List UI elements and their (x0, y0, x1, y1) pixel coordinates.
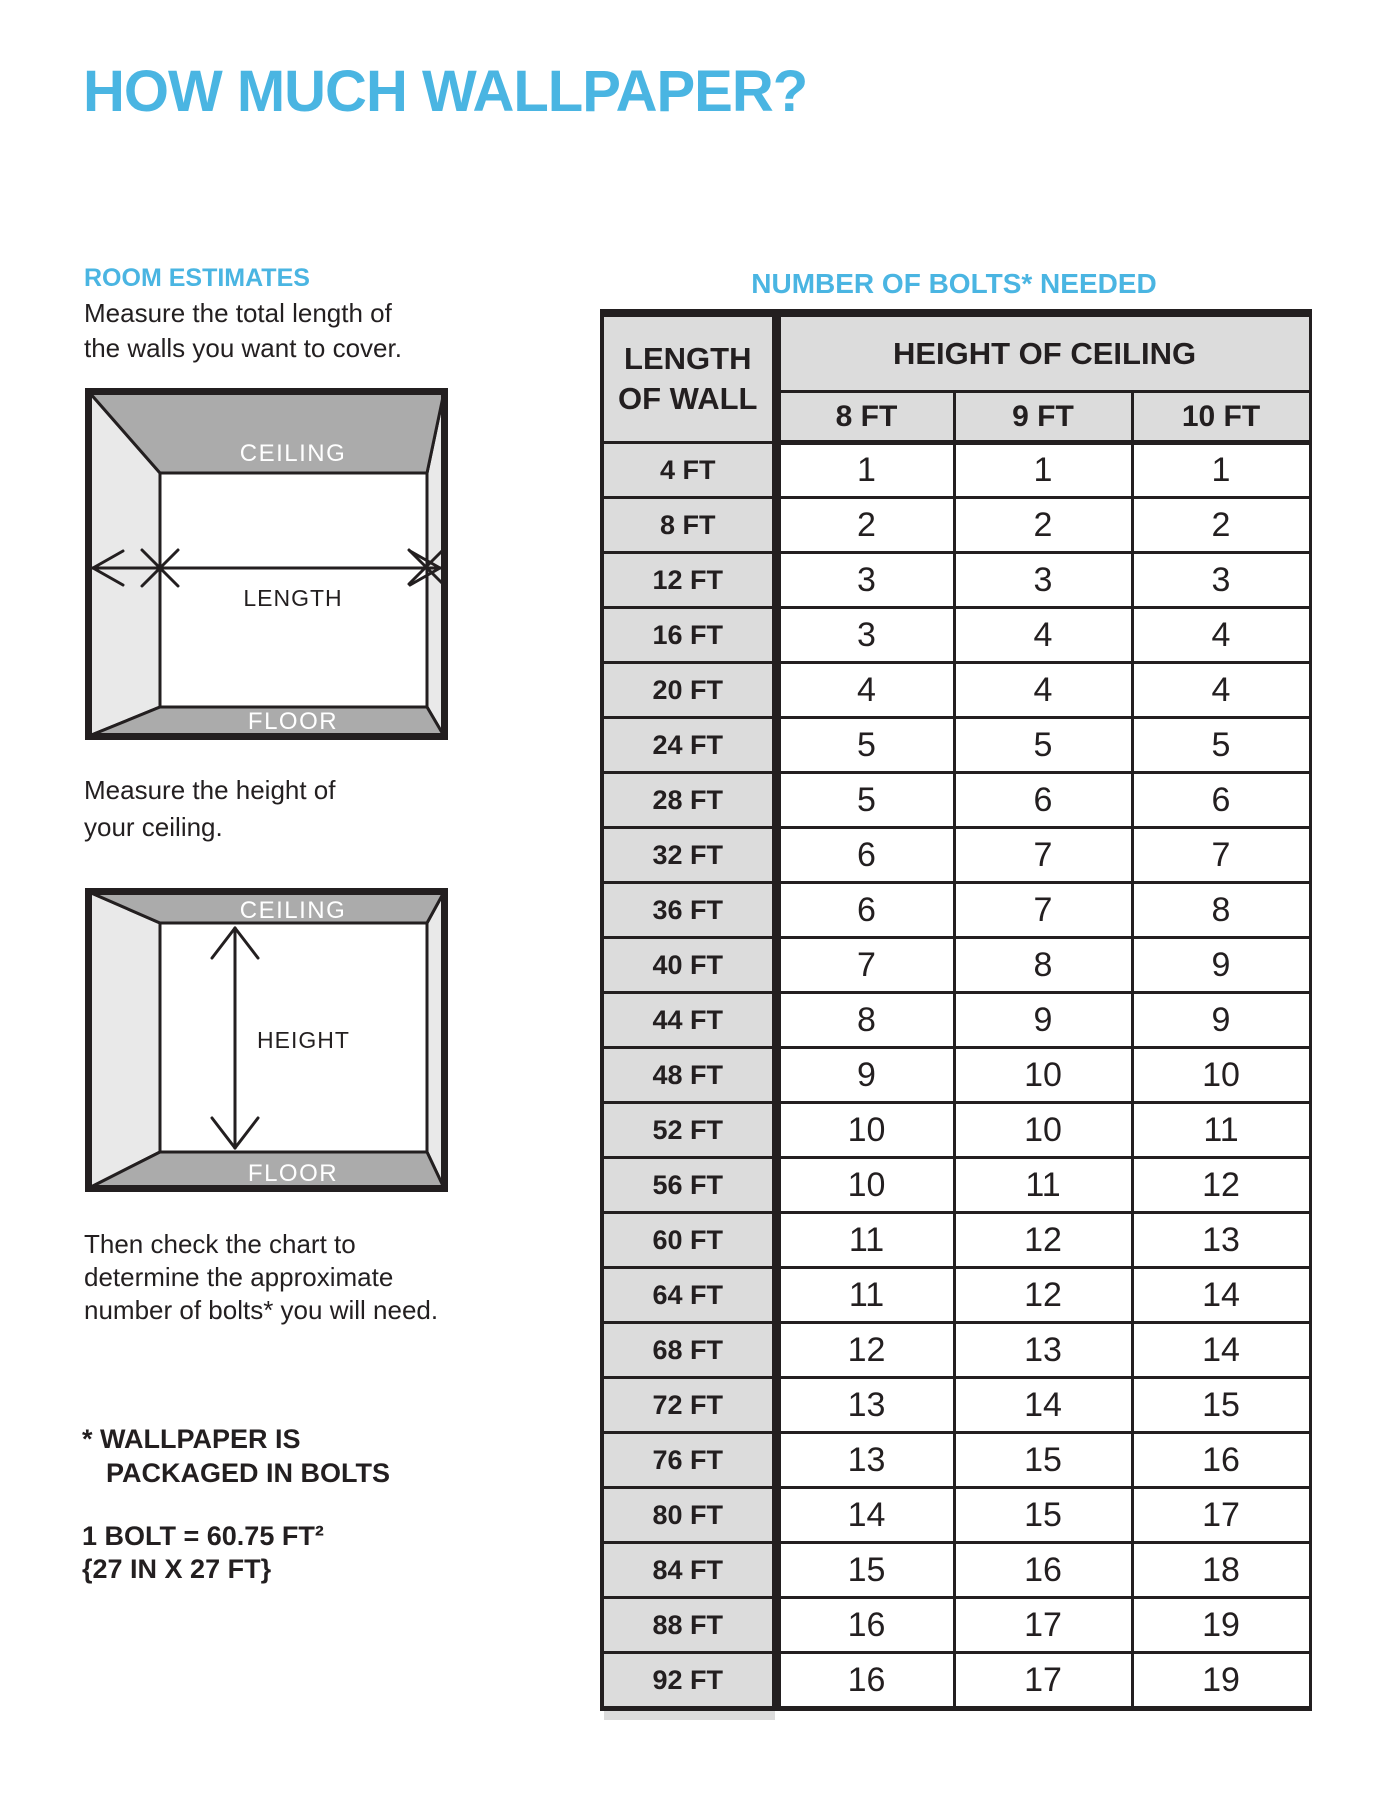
column-header-8ft: 8 FT (776, 392, 954, 443)
height-label: HEIGHT (257, 1027, 350, 1053)
row-label: 56 FT (602, 1158, 776, 1213)
table-row (602, 663, 1310, 718)
row-label: 68 FT (602, 1323, 776, 1378)
table-row (602, 443, 1310, 498)
bolt-count-cell: 9 (776, 1048, 954, 1103)
paragraph-line: your ceiling. (84, 812, 223, 842)
row-label: 76 FT (602, 1433, 776, 1488)
bolt-count-cell: 6 (776, 828, 954, 883)
bolt-count-cell: 3 (776, 608, 954, 663)
length-of-wall-header (602, 313, 776, 443)
bolt-count-cell: 10 (954, 1103, 1132, 1158)
paragraph-line: Measure the total length of (84, 298, 392, 328)
bolt-size-info (82, 1520, 324, 1586)
bolt-count-cell: 11 (954, 1158, 1132, 1213)
bolt-count-cell: 11 (776, 1213, 954, 1268)
bolt-count-cell: 4 (954, 608, 1132, 663)
bolt-count-cell: 15 (1132, 1378, 1310, 1433)
ceiling-label: CEILING (239, 897, 347, 924)
header-line: LENGTH (624, 341, 752, 376)
row-label: 40 FT (602, 938, 776, 993)
bolt-count-cell: 17 (1132, 1488, 1310, 1543)
paragraph-line: determine the approximate (84, 1262, 394, 1292)
bolt-count-cell: 1 (776, 443, 954, 498)
room-height-diagram (85, 888, 448, 1192)
bolt-count-cell: 1 (954, 443, 1132, 498)
table-row (602, 608, 1310, 663)
ceiling-label: CEILING (239, 440, 347, 467)
bolts-table (600, 309, 1312, 1711)
row-label: 88 FT (602, 1598, 776, 1653)
table-row (602, 828, 1310, 883)
table-row (602, 718, 1310, 773)
bolt-count-cell: 5 (1132, 718, 1310, 773)
bolt-count-cell: 9 (1132, 993, 1310, 1048)
bolt-count-cell: 3 (1132, 553, 1310, 608)
table-row (602, 993, 1310, 1048)
bolt-count-cell: 12 (954, 1268, 1132, 1323)
bolt-count-cell: 8 (776, 993, 954, 1048)
bolt-count-cell: 14 (776, 1488, 954, 1543)
row-label: 48 FT (602, 1048, 776, 1103)
table-row (602, 498, 1310, 553)
bolt-count-cell: 7 (776, 938, 954, 993)
floor-label: FLOOR (247, 1160, 339, 1187)
bolt-count-cell: 6 (1132, 773, 1310, 828)
table-row (602, 1543, 1310, 1598)
bolts-table-body (602, 443, 1310, 1709)
height-of-ceiling-header: HEIGHT OF CEILING (776, 313, 1310, 392)
bolt-count-cell: 4 (1132, 608, 1310, 663)
header-line: OF WALL (618, 381, 758, 416)
bolt-count-cell: 9 (954, 993, 1132, 1048)
bolt-count-cell: 17 (954, 1653, 1132, 1709)
bolt-count-cell: 13 (954, 1323, 1132, 1378)
bolt-count-cell: 3 (776, 553, 954, 608)
table-row (602, 1213, 1310, 1268)
row-label: 92 FT (602, 1653, 776, 1709)
footnote-line: * WALLPAPER IS (82, 1424, 301, 1454)
bolt-count-cell: 13 (1132, 1213, 1310, 1268)
bolt-count-cell: 14 (954, 1378, 1132, 1433)
bolt-count-cell: 17 (954, 1598, 1132, 1653)
row-label: 72 FT (602, 1378, 776, 1433)
bolt-count-cell: 13 (776, 1378, 954, 1433)
row-label: 32 FT (602, 828, 776, 883)
row-label: 12 FT (602, 553, 776, 608)
bolt-count-cell: 19 (1132, 1653, 1310, 1709)
table-row (602, 938, 1310, 993)
bolt-count-cell: 7 (954, 828, 1132, 883)
left-wall-shape (89, 892, 160, 1188)
row-label: 80 FT (602, 1488, 776, 1543)
bolt-count-cell: 10 (776, 1103, 954, 1158)
page-title: HOW MUCH WALLPAPER? (83, 59, 808, 124)
row-label: 8 FT (602, 498, 776, 553)
bolts-needed-heading: NUMBER OF BOLTS* NEEDED (751, 268, 1157, 299)
bolt-count-cell: 16 (954, 1543, 1132, 1598)
bolt-count-cell: 2 (954, 498, 1132, 553)
bolt-count-cell: 2 (776, 498, 954, 553)
bolt-count-cell: 10 (954, 1048, 1132, 1103)
bolt-count-cell: 4 (1132, 663, 1310, 718)
bolt-count-cell: 12 (776, 1323, 954, 1378)
bolt-count-cell: 5 (776, 773, 954, 828)
bolt-count-cell: 15 (954, 1488, 1132, 1543)
bolt-count-cell: 16 (776, 1653, 954, 1709)
bolt-count-cell: 14 (1132, 1268, 1310, 1323)
table-row (602, 1433, 1310, 1488)
measure-length-paragraph (84, 296, 402, 366)
bolt-count-cell: 19 (1132, 1598, 1310, 1653)
footnote-line: PACKAGED IN BOLTS (106, 1458, 391, 1488)
bolt-count-cell: 15 (954, 1433, 1132, 1488)
bolt-count-cell: 15 (776, 1543, 954, 1598)
column-header-10ft: 10 FT (1132, 392, 1310, 443)
column-header-9ft: 9 FT (954, 392, 1132, 443)
bolt-count-cell: 12 (954, 1213, 1132, 1268)
paragraph-line: Then check the chart to (84, 1229, 356, 1259)
bolt-count-cell: 14 (1132, 1323, 1310, 1378)
paragraph-line: Measure the height of (84, 775, 336, 805)
bolt-count-cell: 16 (776, 1598, 954, 1653)
room-length-diagram (85, 388, 448, 740)
bolt-count-cell: 4 (776, 663, 954, 718)
bolt-count-cell: 3 (954, 553, 1132, 608)
table-row (602, 1048, 1310, 1103)
bolt-count-cell: 11 (1132, 1103, 1310, 1158)
paragraph-line: the walls you want to cover. (84, 333, 402, 363)
table-row (602, 1103, 1310, 1158)
row-label: 36 FT (602, 883, 776, 938)
table-row (602, 1598, 1310, 1653)
bolt-count-cell: 10 (776, 1158, 954, 1213)
row-label: 20 FT (602, 663, 776, 718)
table-row (602, 1268, 1310, 1323)
bolt-info-line: 1 BOLT = 60.75 FT² (82, 1521, 324, 1551)
bolt-count-cell: 7 (954, 883, 1132, 938)
bolt-count-cell: 5 (954, 718, 1132, 773)
row-label: 84 FT (602, 1543, 776, 1598)
bolt-count-cell: 5 (776, 718, 954, 773)
table-row (602, 1488, 1310, 1543)
row-label: 16 FT (602, 608, 776, 663)
bolt-count-cell: 12 (1132, 1158, 1310, 1213)
floor-label: FLOOR (247, 708, 339, 735)
bolt-count-cell: 10 (1132, 1048, 1310, 1103)
measure-height-paragraph (84, 772, 336, 846)
table-row (602, 1378, 1310, 1433)
length-label: LENGTH (243, 585, 343, 611)
table-row (602, 553, 1310, 608)
bolt-count-cell: 6 (776, 883, 954, 938)
table-row (602, 773, 1310, 828)
table-row (602, 1158, 1310, 1213)
row-label: 44 FT (602, 993, 776, 1048)
table-row (602, 1653, 1310, 1709)
row-label: 60 FT (602, 1213, 776, 1268)
row-label: 4 FT (602, 443, 776, 498)
table-row (602, 1323, 1310, 1378)
table-row (602, 883, 1310, 938)
bolt-count-cell: 16 (1132, 1433, 1310, 1488)
check-chart-paragraph (84, 1228, 438, 1327)
bolt-count-cell: 7 (1132, 828, 1310, 883)
row-label: 24 FT (602, 718, 776, 773)
row-label: 52 FT (602, 1103, 776, 1158)
bolt-count-cell: 6 (954, 773, 1132, 828)
row-label: 28 FT (602, 773, 776, 828)
bolt-count-cell: 4 (954, 663, 1132, 718)
table-header-row-group (602, 313, 1310, 392)
row-label: 64 FT (602, 1268, 776, 1323)
bolt-count-cell: 18 (1132, 1543, 1310, 1598)
paragraph-line: number of bolts* you will need. (84, 1295, 439, 1325)
bolt-count-cell: 2 (1132, 498, 1310, 553)
bolt-count-cell: 8 (954, 938, 1132, 993)
wallpaper-bolts-footnote (82, 1422, 390, 1490)
bolt-count-cell: 13 (776, 1433, 954, 1488)
bolt-count-cell: 8 (1132, 883, 1310, 938)
room-estimates-heading: ROOM ESTIMATES (84, 264, 310, 292)
bolt-count-cell: 9 (1132, 938, 1310, 993)
bolt-count-cell: 11 (776, 1268, 954, 1323)
bolt-info-line: {27 IN X 27 FT} (82, 1554, 272, 1584)
bolt-count-cell: 1 (1132, 443, 1310, 498)
